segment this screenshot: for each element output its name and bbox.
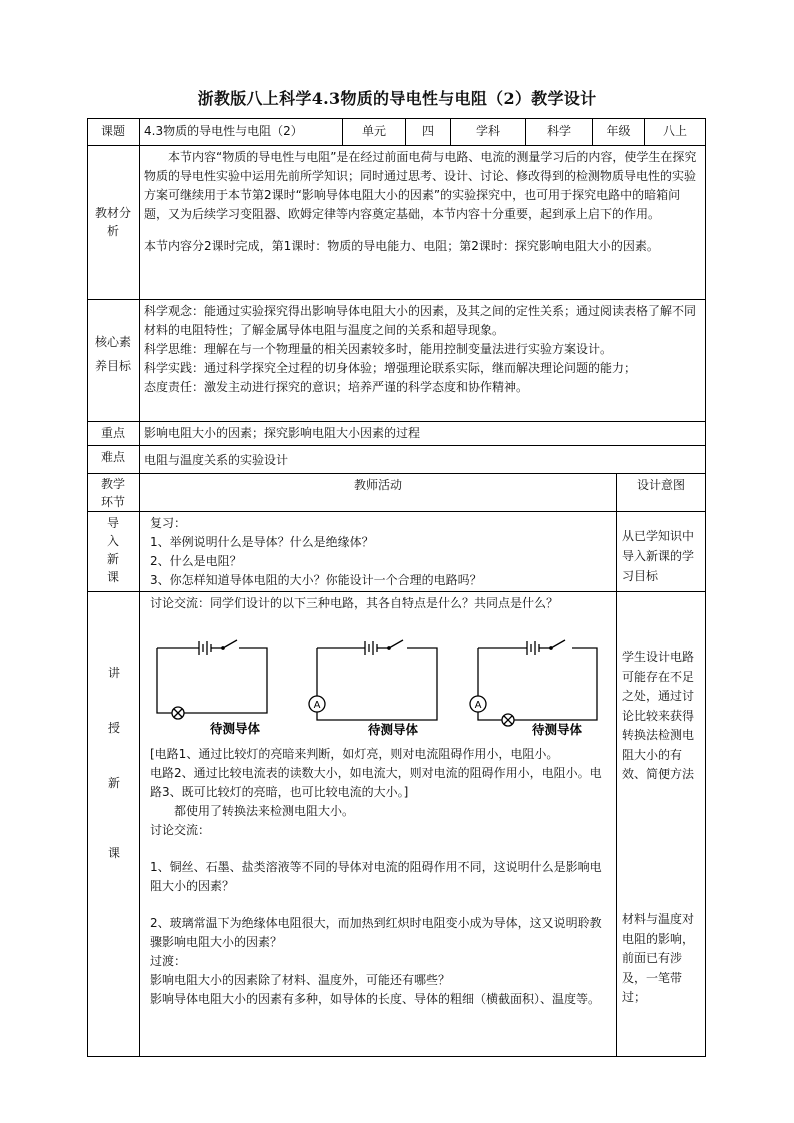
explanation-conclusion: 都使用了转换法来检测电阻大小。 — [174, 804, 355, 818]
explanation-line: [电路1、通过比较灯的亮暗来判断，如灯亮，则对电流阻碍作用小，电阻小。 — [150, 747, 559, 761]
transition-title: 过渡： — [150, 954, 187, 968]
intro-intent: 从已学知识中导入新课的学习目标 — [622, 529, 695, 583]
goal-attitude: 态度责任：激发主动进行探究的意识；培养严谨的科学态度和协作精神。 — [144, 380, 529, 394]
transition-question: 影响电阻大小的因素除了材料、温度外，可能还有哪些？ — [150, 973, 451, 987]
analysis-paragraph-1: 本节内容“物质的导电性与电阻”是在经过前面电荷与电路、电流的测量学习后的内容，使学生在探究物质的导电性实验中运用先前所学知识；同时通过思考、设计、讨论、修改得到的检测物质导电性的实验方案可继续用于本节第2课时“影响导体电阻大小的因素”的实验探究中，也可用于探究电路中的暗箱问题，又为后续学习变阻器、欧姆定律等内容奠定基础，本节内容十分重要，起到承上启下的作用。 — [144, 150, 697, 221]
lesson-plan-table — [87, 118, 706, 1057]
intro-line: 1、举例说明什么是导体？什么是绝缘体？ — [150, 535, 374, 549]
goal-concept: 科学观念：能通过实验探究得出影响导体电阻大小的因素，及其之间的定性关系；通过阅读表格了解不同材料的电阻特性；了解金属导体电阻与温度之间的关系和超导现象。 — [144, 304, 697, 337]
lesson-explanation — [146, 745, 616, 1009]
key-point-label: 重点 — [100, 426, 125, 440]
intro-line: 2、什么是电阻？ — [150, 554, 242, 568]
circuit-3-lamp-ammeter-diagram — [470, 640, 597, 726]
circuit-2-label: 待测导体 — [367, 722, 419, 737]
lesson-stage-label: 讲 授 新 课 — [107, 666, 120, 860]
goals-content — [140, 302, 705, 397]
unit-value: 四 — [421, 124, 434, 138]
difficulty-value: 电阻与温度关系的实验设计 — [144, 453, 289, 467]
discussion-question-1: 1、铜丝、石墨、盐类溶液等不同的导体对电流的阻碍作用不同，这说明什么是影响电阻大小的因素？ — [150, 860, 602, 893]
ammeter-symbol: A — [313, 700, 321, 711]
discussion-2-title: 讨论交流： — [150, 823, 211, 837]
analysis-paragraph-2: 本节内容分2课时完成，第1课时：物质的导电能力、电阻；第2课时：探究影响电阻大小的因素。 — [144, 239, 659, 253]
intro-line: 复习： — [150, 516, 187, 530]
explanation-line: 电路2、通过比较电流表的读数大小，如电流大，则对电流的阻碍作用小，电阻小。电路3、既可比较灯的亮暗，也可比较电流的大小。] — [150, 766, 602, 799]
analysis-label: 教材分析 — [94, 206, 131, 238]
lesson-intent-1: 学生设计电路可能存在不足之处，通过讨论比较来获得转换法检测电阻大小的有效、简便方法 — [622, 650, 695, 781]
subject-label: 学科 — [475, 124, 500, 138]
intro-stage-label: 导入新课 — [106, 516, 119, 584]
difficulty-label: 难点 — [100, 450, 125, 464]
intent-column-header: 设计意图 — [636, 478, 685, 492]
intro-line: 3、你怎样知道导体电阻的大小？你能设计一个合理的电路吗？ — [150, 573, 482, 587]
circuit-1-lamp-diagram — [157, 640, 267, 719]
goals-label: 核心素养目标 — [95, 335, 132, 373]
stage-column-header: 教学环节 — [100, 477, 125, 509]
transition-answer: 影响导体电阻大小的因素有多种，如导体的长度、导体的粗细（横截面积）、温度等。 — [150, 992, 601, 1006]
grade-label: 年级 — [606, 124, 631, 138]
discussion-question-2: 2、玻璃常温下为绝缘体电阻很大，而加热到红炽时电阻变小成为导体，这又说明聆教骤影响电阻大小的因素？ — [150, 916, 602, 949]
grade-value: 八上 — [662, 124, 687, 138]
lesson-discussion-question: 讨论交流：同学们设计的以下三种电路，其各自特点是什么？共同点是什么？ — [150, 596, 559, 610]
ammeter-symbol: A — [474, 700, 482, 711]
unit-label: 单元 — [361, 124, 386, 138]
intro-content — [146, 514, 616, 590]
activity-column-header: 教师活动 — [353, 478, 402, 492]
circuit-3-label: 待测导体 — [531, 722, 583, 737]
key-point-value: 影响电阻大小的因素；探究影响电阻大小因素的过程 — [144, 426, 421, 440]
analysis-content — [140, 148, 705, 256]
subject-value: 科学 — [546, 124, 571, 138]
goal-practice: 科学实践：通过科学探究全过程的切身体验；增强理论联系实际，继而解决理论问题的能力； — [144, 361, 637, 375]
circuit-diagrams — [147, 638, 617, 738]
topic-value: 4.3物质的导电性与电阻（2） — [144, 124, 303, 138]
lesson-intent-2: 材料与温度对电阻的影响，前面已有涉及，一笔带过； — [622, 912, 695, 1004]
page-title: 浙教版八上科学4.3物质的导电性与电阻（2）教学设计 — [197, 89, 597, 108]
circuit-1-label: 待测导体 — [209, 721, 261, 736]
topic-label: 课题 — [100, 124, 125, 138]
goal-thinking: 科学思维：理解在与一个物理量的相关因素较多时，能用控制变量法进行实验方案设计。 — [144, 342, 613, 356]
circuit-2-ammeter-diagram — [309, 640, 437, 720]
